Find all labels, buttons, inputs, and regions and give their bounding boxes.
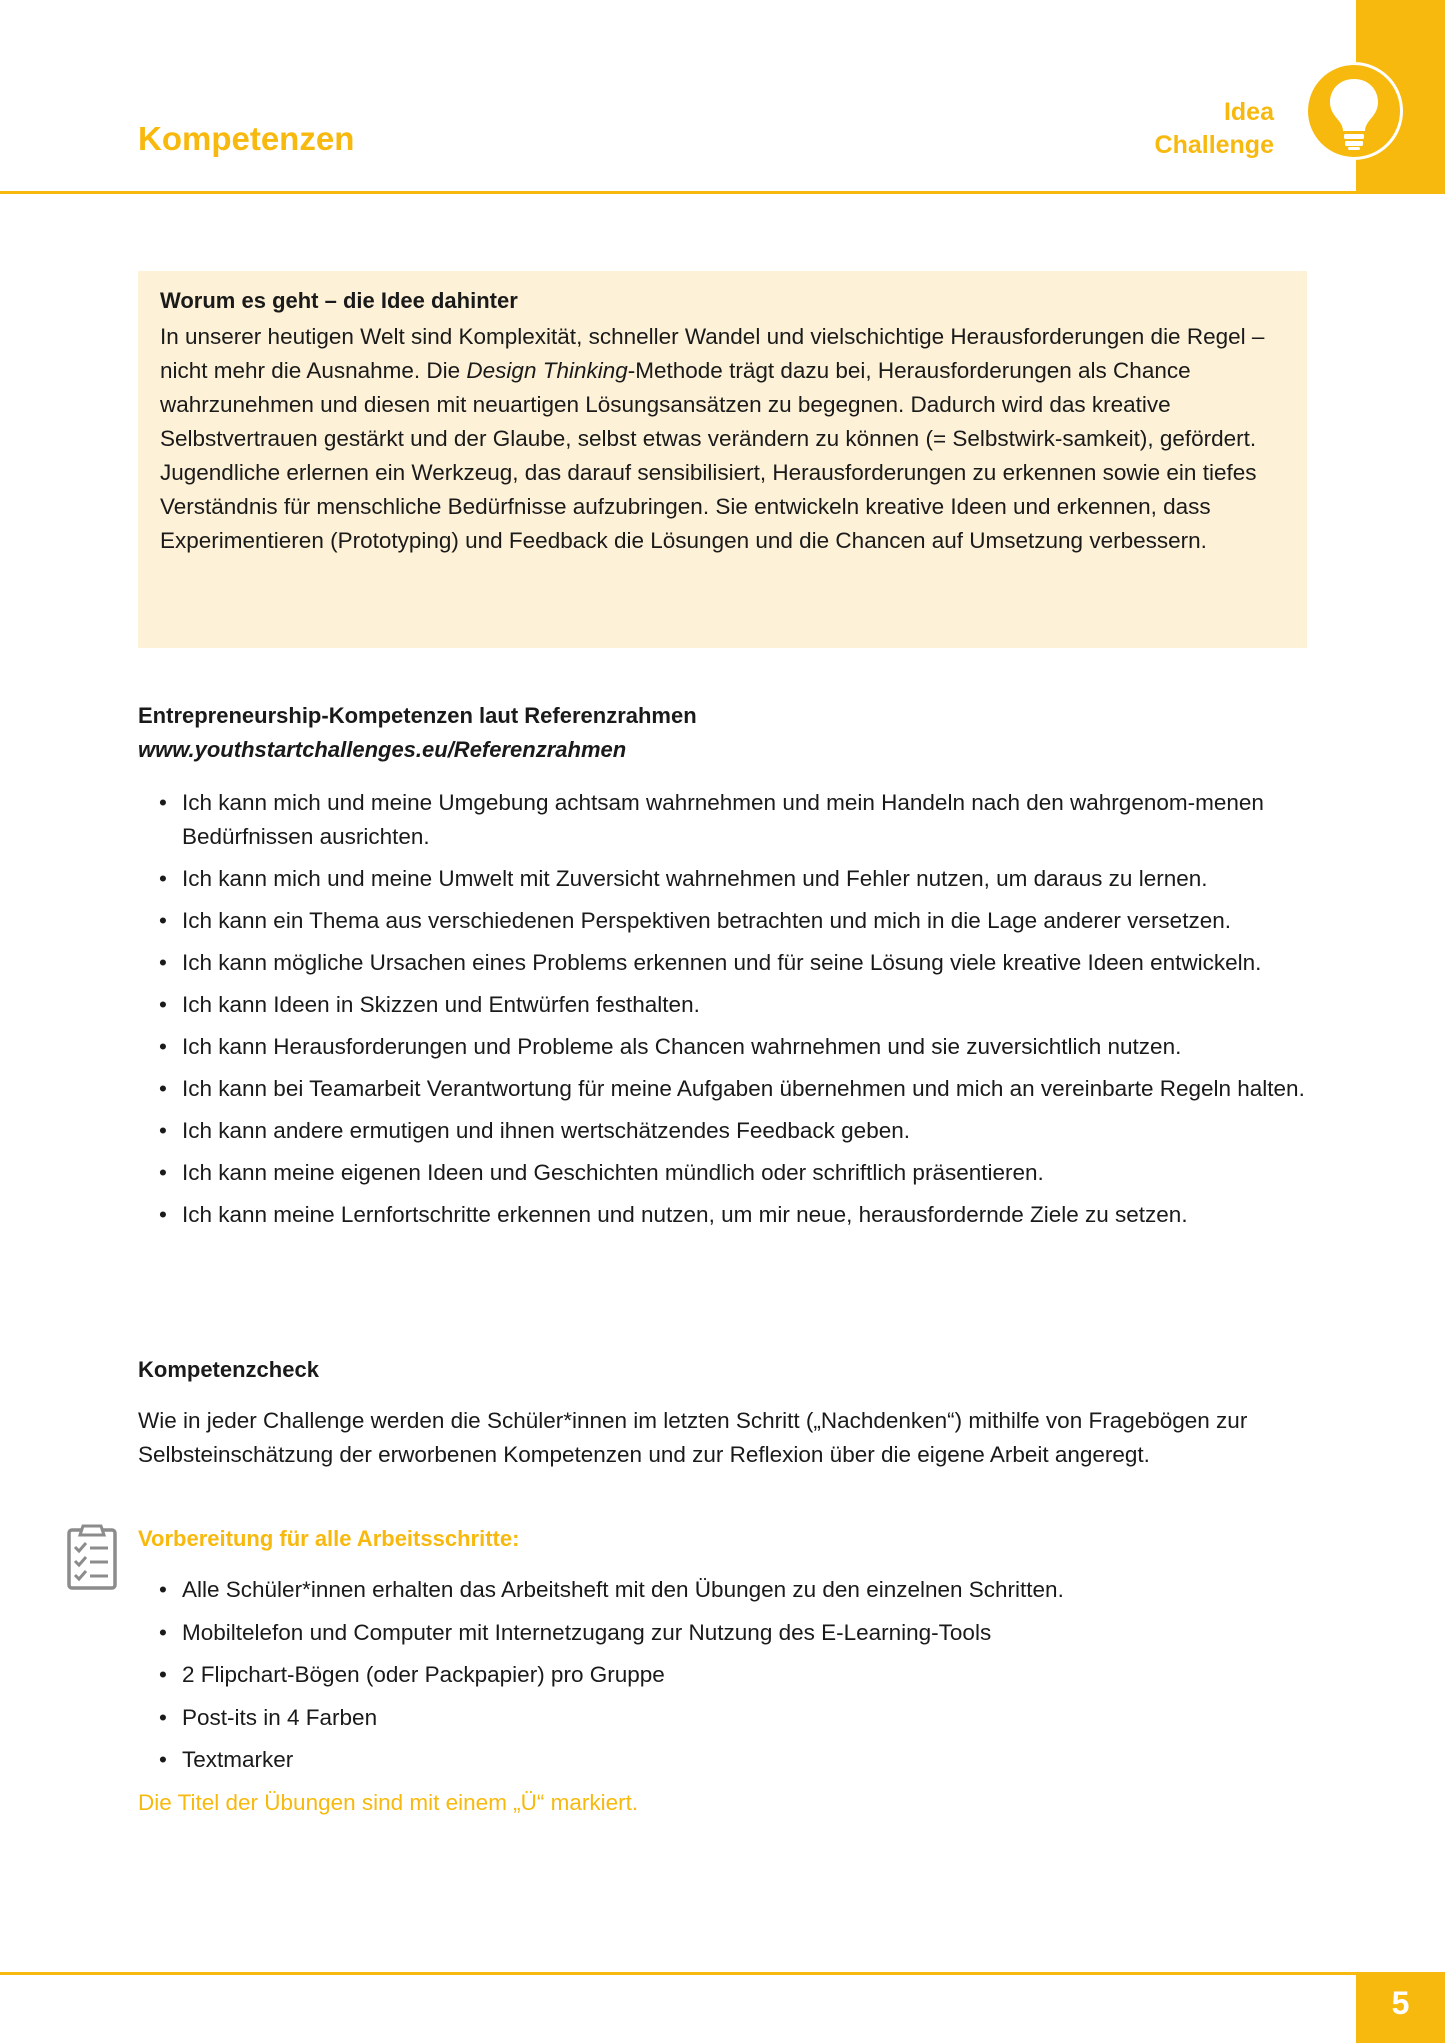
reference-link[interactable]: www.youthstartchallenges.eu/Referenzrahmen [138, 737, 627, 762]
header-divider [0, 191, 1445, 194]
intro-text [160, 320, 1285, 558]
intro-box [138, 271, 1307, 648]
clipboard-checklist-icon [64, 1522, 122, 1597]
brand-line-1: Idea [1223, 98, 1274, 126]
list-item: • Ich kann mich und meine Umgebung achtsam wahrnehmen und mein Handeln nach den wahrgenom-menen Bedürfnissen ausrichten. [138, 786, 1308, 854]
list-item: • Ich kann mich und meine Umwelt mit Zuversicht wahrnehmen und Fehler nutzen, um daraus zu lernen. [138, 862, 1308, 896]
competences-section [138, 699, 1308, 1240]
check-section [138, 1353, 1308, 1472]
competences-heading: Entrepreneurship-Kompetenzen laut Referenzrahmen [138, 703, 697, 728]
lightbulb-icon [1305, 62, 1403, 160]
page-number: 5 [1356, 1972, 1445, 2043]
footer-divider [0, 1972, 1445, 1975]
exercise-note: Die Titel der Übungen sind mit einem „Ü“ markiert. [138, 1789, 639, 1815]
preparation-list [138, 1573, 1308, 1777]
intro-heading: Worum es geht – die Idee dahinter [160, 288, 518, 313]
preparation-section [138, 1522, 1308, 1820]
check-text: Wie in jeder Challenge werden die Schüler*innen im letzten Schritt („Nachdenken“) mithilfe von Fragebögen zur Selbsteinschätzung der erworbenen Kompetenzen und zur Reflexion über die eigene Arbeit angeregt. [138, 1408, 1248, 1467]
brand-line-2: Challenge [1154, 131, 1274, 159]
list-item: • Ich kann Herausforderungen und Probleme als Chancen wahrnehmen und sie zuversichtlich nutzen. [138, 1030, 1308, 1064]
list-item: • Ich kann bei Teamarbeit Verantwortung für meine Aufgaben übernehmen und mich an vereinbarte Regeln halten. [138, 1072, 1308, 1106]
list-item: • Alle Schüler*innen erhalten das Arbeitsheft mit den Übungen zu den einzelnen Schritten. [138, 1573, 1308, 1607]
list-item: • Textmarker [138, 1743, 1308, 1777]
list-item: • Ich kann meine eigenen Ideen und Geschichten mündlich oder schriftlich präsentieren. [138, 1156, 1308, 1190]
intro-p1-start: In unserer heutigen Welt sind Komplexität, schneller Wandel und vielschichtige Herausforderungen die Regel – nicht mehr die Ausnahme. Die [160, 324, 1265, 383]
list-item: • Ich kann Ideen in Skizzen und Entwürfen festhalten. [138, 988, 1308, 1022]
competences-list [138, 786, 1308, 1232]
list-item: • Ich kann meine Lernfortschritte erkennen und nutzen, um mir neue, herausfordernde Ziele zu setzen. [138, 1198, 1308, 1232]
list-item: • Ich kann mögliche Ursachen eines Problems erkennen und für seine Lösung viele kreative Ideen entwickeln. [138, 946, 1308, 980]
brand-name [1155, 96, 1274, 162]
design-thinking-term: Design Thinking [466, 358, 628, 383]
page-title: Kompetenzen [138, 120, 355, 157]
preparation-heading: Vorbereitung für alle Arbeitsschritte: [138, 1526, 520, 1551]
intro-p1-end: -Methode trägt dazu bei, Herausforderungen als Chance wahrzunehmen und diesen mit neuartigen Lösungsansätzen zu begegnen. Dadurch wird das kreative Selbstvertrauen gestärkt und der Glaube, selbst etwas verändern zu können (= Selbstwirk-samkeit), gefördert. [160, 358, 1257, 451]
list-item: • Ich kann ein Thema aus verschiedenen Perspektiven betrachten und mich in die Lage anderer versetzen. [138, 904, 1308, 938]
list-item: • Post-its in 4 Farben [138, 1701, 1308, 1735]
check-heading: Kompetenzcheck [138, 1357, 319, 1382]
list-item: • Mobiltelefon und Computer mit Internetzugang zur Nutzung des E-Learning-Tools [138, 1616, 1308, 1650]
intro-paragraph-2: Jugendliche erlernen ein Werkzeug, das darauf sensibilisiert, Herausforderungen zu erkennen sowie ein tiefes Verständnis für menschliche Bedürfnisse aufzubringen. Sie entwickeln kreative Ideen und erkennen, dass Experimentieren (Prototyping) und Feedback die Lösungen und die Chancen auf Umsetzung verbessern. [160, 460, 1257, 553]
list-item: • Ich kann andere ermutigen und ihnen wertschätzendes Feedback geben. [138, 1114, 1308, 1148]
intro-paragraph-1 [160, 320, 1285, 456]
list-item: • 2 Flipchart-Bögen (oder Packpapier) pro Gruppe [138, 1658, 1308, 1692]
